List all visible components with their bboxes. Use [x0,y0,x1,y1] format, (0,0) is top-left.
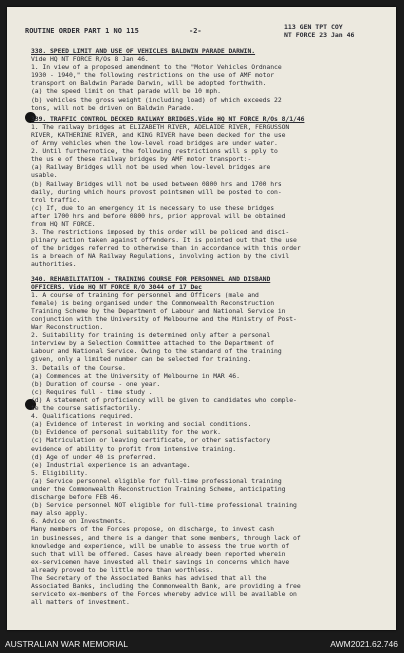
text-line: (b) Duration of course - one year. [31,379,161,388]
reference-line: Vide HQ NT FORCE R/Os 8 Jan 46. [31,55,149,64]
text-line: (a) Railway Bridges will not be used when low-level bridges are [31,163,271,172]
text-line: in businesses, and there is a danger that some members, through lack of [31,533,301,542]
text-line: plinary action taken against offenders. It is pointed out that the use [31,236,297,245]
text-line: (a) Commences at the University of Melbourne in MAR 46. [31,371,240,380]
text-line: (c) If, due to an emergency it is necessary to use these bridges [31,203,275,212]
archive-footer [0,637,404,653]
text-line: from HQ NT FORCE. [31,219,96,228]
text-line: under the Commonwealth Reconstruction Training Scheme, anticipating [31,484,286,493]
page-number: -2- [189,27,202,35]
text-line: (c) Requires full - time study . [31,387,153,396]
text-line: RIVER, KATHERINE RIVER, and KING RIVER have been decked for the use [31,130,286,139]
section-heading: 340. REHABILITATION - TRAINING COURSE FOR PERSONNEL AND DISBAND [31,274,271,283]
text-line: discharge before FEB 46. [31,493,123,502]
text-line: Associated Banks, including the Commonwealth Bank, are providing a free [31,582,301,591]
text-line: te the course satisfactorily. [31,404,142,413]
order-title: ROUTINE ORDER PART 1 NO 115 [25,27,139,35]
text-line: (d) A statement of proficiency will be given to candidates who comple- [31,395,297,404]
text-line: (a) Service personnel eligible for full-time professional training [31,476,282,485]
text-line: authorities. [31,260,77,269]
text-line: (a) the speed limit on that parade will be 10 mph. [31,87,221,96]
unit-date: NT FORCE 23 Jan 46 [284,31,355,39]
subheading-line: 5. Eligibility. [31,468,88,477]
text-line: may also apply. [31,509,88,518]
text-line: The Secretary of the Associated Banks has advised that all the [31,574,267,582]
text-line: Training Scheme by the Department of Labour and National Service in [31,306,286,315]
subheading-line: 4. Qualifications required. [31,412,134,421]
text-line: such that will be offered. Cases have already been reported wherein [31,549,286,558]
text-line: already proved to be little more than worthless. [31,565,214,574]
text-line: tons, will not be driven on Baldwin Parade. [31,103,195,112]
text-line: Labour and National Service. Owing to the standard of the training [31,347,282,356]
section-heading: 338. SPEED LIMIT AND USE OF VEHICLES BALDWIN PARADE DARWIN. [31,47,256,55]
text-line: ex-servicemen have invested all their savings in concerns which have [31,557,290,566]
text-line: daily, during which hours provost pointsmen will be posted to con- [31,187,282,196]
text-line: 1. A course of training for personnel and Officers (male and [31,290,259,299]
text-line: given, only a limited number can be selected for training. [31,355,252,364]
text-line: trol traffic. [31,195,81,204]
text-line: after 1700 hrs and before 0800 hrs, prior approval will be obtained [31,211,286,220]
document-page [7,7,396,630]
section-heading: OFFICERS. Vide HQ NT FORCE R/O 3044 of 17 Dec [31,282,202,291]
text-line: 1. The railway bridges at ELIZABETH RIVER, ADELAIDE RIVER, FERGUSSON [31,122,290,131]
order-body [31,47,383,606]
text-line: of the bridges referred to otherwise than in accordance with this order [31,244,301,253]
unit-name: 113 GEN TPT COY [284,23,343,31]
subheading-line: 6. Advice on Investments. [31,517,126,526]
text-line: all matters of investment. [31,598,130,607]
text-line: 2. Suitability for training is determined only after a personal [31,331,271,340]
text-line: serviceto ex-members of the Forces whereby advice will be available on [31,590,297,599]
text-line: is a breach of NA Railway Regulations, involving action by the civil [31,252,290,261]
text-line: 1930 - 1940," the following restrictions on the use of AMF motor [31,71,275,80]
text-line: (e) Industrial experience is an advantage. [31,460,191,469]
text-line: (a) Evidence of interest in working and social conditions. [31,420,252,429]
text-line: interview by a Selection Committee attached to the Department of [31,339,275,348]
subheading-line: 3. Details of the Course. [31,363,126,372]
text-line: War Reconstruction. [31,323,104,332]
text-line: female) is being organised under the Commonwealth Reconstruction [31,298,275,307]
text-line: usable. [31,171,58,180]
text-line: (b) vehicles the gross weight (including load) of which exceeds 22 [31,95,282,104]
text-line: 3. The restrictions imposed by this order will be policed and disci- [31,228,290,237]
text-line: transport on Baldwin Parade Darwin, will be adopted forthwith. [31,79,267,88]
section-heading: 339. TRAFFIC CONTROL DECKED RAILWAY BRIDGES.Vide HQ NT FORCE R/Os 8/1/46 [31,114,305,123]
text-line: (b) Service personnel NOT eligible for full-time professional training [31,501,297,510]
text-line: the us e of these railway bridges by AMF motor transport:- [31,155,252,164]
text-line: 2. Until furthernotice, the following restrictions will s pply to [31,147,278,156]
text-line: evidence of ability to profit from intensive training. [31,444,237,453]
text-line: conjunction with the University of Melbourne and the Ministry of Post- [31,315,297,323]
text-line: Many members of the Forces propose, on discharge, to invest cash [31,525,275,534]
unit-block [284,23,354,39]
text-line: (b) Evidence of personal suitability for the work. [31,428,221,437]
archive-name: AUSTRALIAN WAR MEMORIAL [5,639,128,649]
text-line: of Army vehicles when the low-level road bridges are under water. [31,139,278,148]
text-line: 1. In view of a proposed amendment to the "Motor Vehicles Ordnance [31,63,282,72]
text-line: (d) Age of under 40 is preferred. [31,452,157,461]
text-line: (b) Railway Bridges will not be used between 0800 hrs and 1700 hrs [31,179,282,188]
archive-reference: AWM2021.62.746 [330,639,398,649]
text-line: knowledge and experience, will be unable to assess the true worth of [31,541,290,550]
text-line: (c) Matriculation or leaving certificate, or other satisfactory [31,436,271,445]
